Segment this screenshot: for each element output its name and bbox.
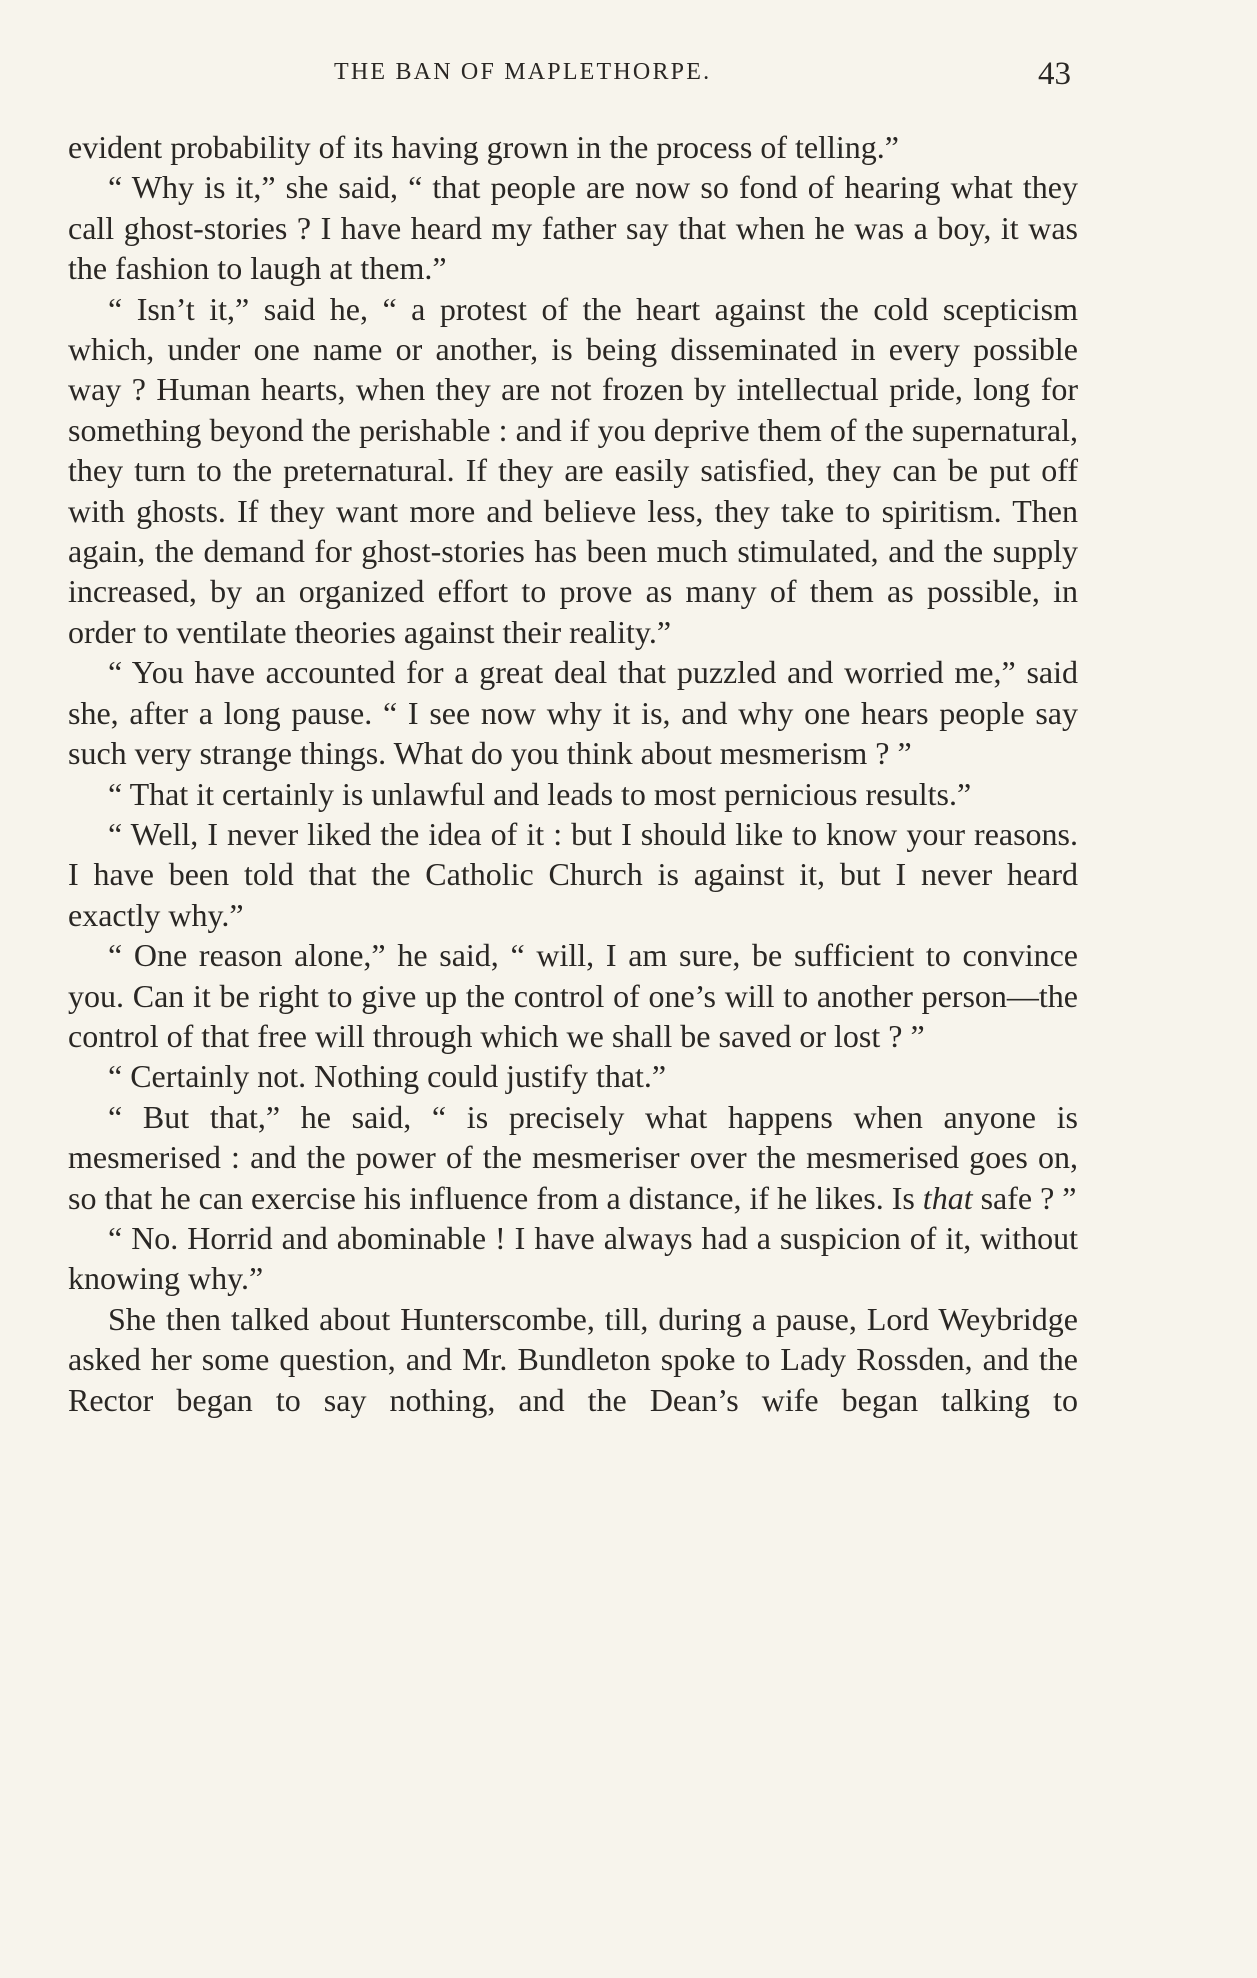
- paragraph-8: “ Certainly not. Nothing could justify that.”: [108, 1058, 667, 1095]
- paragraph-1: evident probability of its having grown in the process of telling.”: [68, 129, 899, 165]
- paragraph-9-text-before: “ But that,” he said, “ is precisely what happens when anyone is mesmerised : and the power of the mesmeriser over the mesmerised goes on, so that he can exercise his influence from a distance, if he likes. Is: [68, 1098, 1078, 1216]
- paragraph-7: “ One reason alone,” he said, “ will, I am sure, be sufficient to convince you. Can it be right to give up the control of one’s will to another person—the control of that free will through which we shall be saved or lost ? ”: [68, 937, 1078, 1054]
- paragraph-11: She then talked about Hunterscombe, till, during a pause, Lord Weybridge asked her some question, and Mr. Bundleton spoke to Lady Rossden, and the Rector began to say nothing, and the Dean’s wife began talking to: [68, 1300, 1078, 1418]
- running-head: [0, 52, 1257, 92]
- paragraph-10: “ No. Horrid and abominable ! I have always had a suspicion of it, without knowing why.”: [68, 1219, 1078, 1297]
- italic-word: that: [922, 1179, 973, 1216]
- paragraph-2: “ Why is it,” she said, “ that people are now so fond of hearing what they call ghost-stories ? I have heard my father say that when he was a boy, it was the fashion to laugh at them.”: [68, 169, 1078, 287]
- paragraph-4: “ You have accounted for a great deal that puzzled and worried me,” said she, after a long pause. “ I see now why it is, and why one hears people say such very strange things. What do you think about mesmerism ? ”: [68, 654, 1078, 772]
- paragraph-5: “ That it certainly is unlawful and leads to most pernicious results.”: [108, 775, 972, 812]
- paragraph-9-text-after: safe ? ”: [972, 1179, 1077, 1216]
- paragraph-9: [68, 1097, 1078, 1218]
- page-number: 43: [1038, 56, 1071, 92]
- paragraph-3: “ Isn’t it,” said he, “ a protest of the heart against the cold scepticism which, under one name or another, is being disseminated in every possible way ? Human hearts, when they are not frozen by intellectual pride, long for something beyond the perishable : and if you deprive them of the supernatural, they turn to the preternatural. If they are easily satisfied, they can be put off with ghosts. If they want more and believe less, they take to spiritism. Then again, the demand for ghost-stories has been much stimulated, and the supply increased, by an organized effort to prove as many of them as possible, in order to ventilate theories against their reality.”: [68, 290, 1078, 650]
- running-title: THE BAN OF MAPLETHORPE.: [334, 59, 712, 85]
- paragraph-6: “ Well, I never liked the idea of it : but I should like to know your reasons. I have been told that the Catholic Church is against it, but I never heard exactly why.”: [68, 815, 1078, 933]
- body-text: [68, 127, 1078, 1420]
